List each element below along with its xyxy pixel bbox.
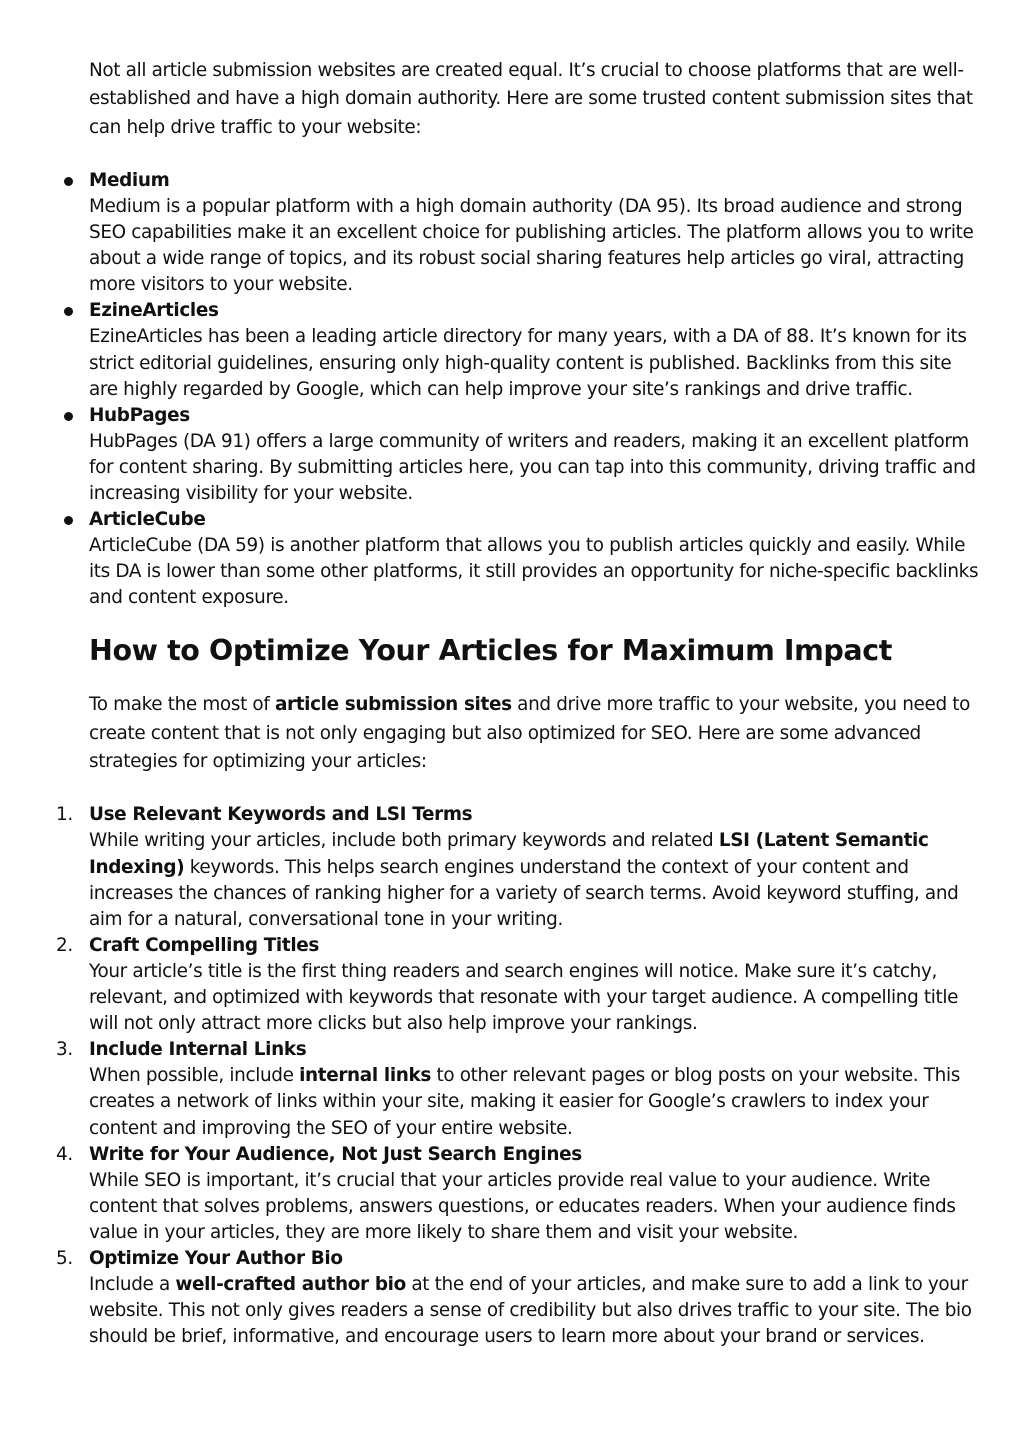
strategy-title: Include Internal Links (89, 1039, 307, 1061)
site-description: EzineArticles has been a leading article directory for many years, with a DA of 88. It’s known for its strict editorial guidelines, ensuring only high-quality content is published. Backlinks from this site are highly regarded by Google, which can help improve your site’s rankings and drive traffic. (89, 326, 967, 400)
item-number: 2. (56, 934, 73, 956)
item-number: 4. (56, 1143, 73, 1165)
item-number: 3. (56, 1039, 73, 1061)
strategies-list (56, 802, 981, 1350)
document-page (56, 57, 981, 1350)
bullet-icon (64, 516, 73, 525)
list-item (56, 1142, 981, 1246)
strategy-bold-phrase: internal links (299, 1065, 431, 1087)
item-number: 1. (56, 804, 73, 826)
bullet-icon (64, 307, 73, 316)
strategy-text-start: Include a (89, 1274, 176, 1296)
strategy-description (89, 959, 981, 1037)
strategy-title: Optimize Your Author Bio (89, 1247, 343, 1269)
list-item (89, 403, 981, 507)
strategy-text-end: to other relevant pages or blog posts on your website. This creates a network of links within your site, making it easier for Google’s crawlers to index your content and improving the SEO of your entire website. (89, 1065, 960, 1139)
list-item (56, 802, 981, 932)
site-title: ArticleCube (89, 509, 206, 531)
strategy-title: Write for Your Audience, Not Just Search Engines (89, 1143, 582, 1165)
optimize-intro-paragraph (89, 691, 981, 776)
strategy-bold-phrase: LSI (Latent Semantic Indexing) (89, 830, 929, 878)
strategy-text-end: keywords. This helps search engines understand the context of your content and increases the chances of ranking higher for a variety of search terms. Avoid keyword stuffing, and aim for a natural, conversational tone in your writing. (89, 856, 959, 930)
list-item (56, 933, 981, 1037)
site-description: Medium is a popular platform with a high domain authority (DA 95). Its broad audience and strong SEO capabilities make it an excellent choice for publishing articles. The platform allows you to write about a wide range of topics, and its robust social sharing features help articles go viral, attracting more visitors to your website. (89, 195, 974, 296)
strategy-text-start: When possible, include (89, 1065, 300, 1087)
strategy-description (89, 1063, 981, 1141)
intro-paragraph: Not all article submission websites are created equal. It’s crucial to choose platforms that are well-established and have a high domain authority. Here are some trusted content submission sites that can help drive traffic to your website: (89, 60, 973, 138)
list-item (56, 1246, 981, 1350)
strategy-description (89, 828, 981, 932)
bullet-icon (64, 177, 73, 186)
site-title: HubPages (89, 404, 190, 426)
strategy-text-start: While writing your articles, include both primary keywords and related (89, 830, 719, 852)
site-description: HubPages (DA 91) offers a large community of writers and readers, making it an excellent platform for content sharing. By submitting articles here, you can tap into this community, driving traffic and increasing visibility for your website. (89, 430, 976, 505)
strategy-text-end: at the end of your articles, and make sure to add a link to your website. This not only gives readers a sense of credibility but also drives traffic to your site. The bio should be brief, informative, and encourage users to learn more about your brand or services. (89, 1274, 972, 1348)
strategy-text-start: While SEO is important, it’s crucial that your articles provide real value to your audience. Write content that solves problems, answers questions, or educates readers. When your audience finds value in your articles, they are more likely to share them and visit your website. (89, 1169, 956, 1243)
strategy-description (89, 1272, 981, 1350)
strategy-description (89, 1168, 981, 1246)
site-description: ArticleCube (DA 59) is another platform that allows you to publish articles quickly and easily. While its DA is lower than some other platforms, it still provides an opportunity for niche-specific backlinks and content exposure. (89, 535, 979, 609)
strategy-title: Use Relevant Keywords and LSI Terms (89, 804, 473, 826)
list-item (56, 1037, 981, 1141)
intro-text-start: To make the most of (89, 694, 275, 716)
submission-sites-list (89, 168, 981, 612)
strategy-bold-phrase: well-crafted author bio (175, 1274, 406, 1296)
list-item (89, 298, 981, 402)
item-number: 5. (56, 1247, 73, 1269)
strategy-text-start: Your article’s title is the first thing readers and search engines will notice. Make sure it’s catchy, relevant, and optimized with keywords that resonate with your target audience. A compelling title will not only attract more clicks but also help improve your rankings. (89, 960, 959, 1035)
section-heading: How to Optimize Your Articles for Maximum Impact (89, 634, 892, 668)
site-title: EzineArticles (89, 300, 219, 322)
intro-text-end: and drive more traffic to your website, you need to create content that is not only engaging but also optimized for SEO. Here are some advanced strategies for optimizing your articles: (89, 694, 971, 773)
list-item (89, 507, 981, 611)
list-item (89, 168, 981, 298)
strategy-title: Craft Compelling Titles (89, 934, 319, 956)
site-title: Medium (89, 169, 170, 191)
intro-bold-phrase: article submission sites (274, 694, 512, 716)
bullet-icon (64, 412, 73, 421)
